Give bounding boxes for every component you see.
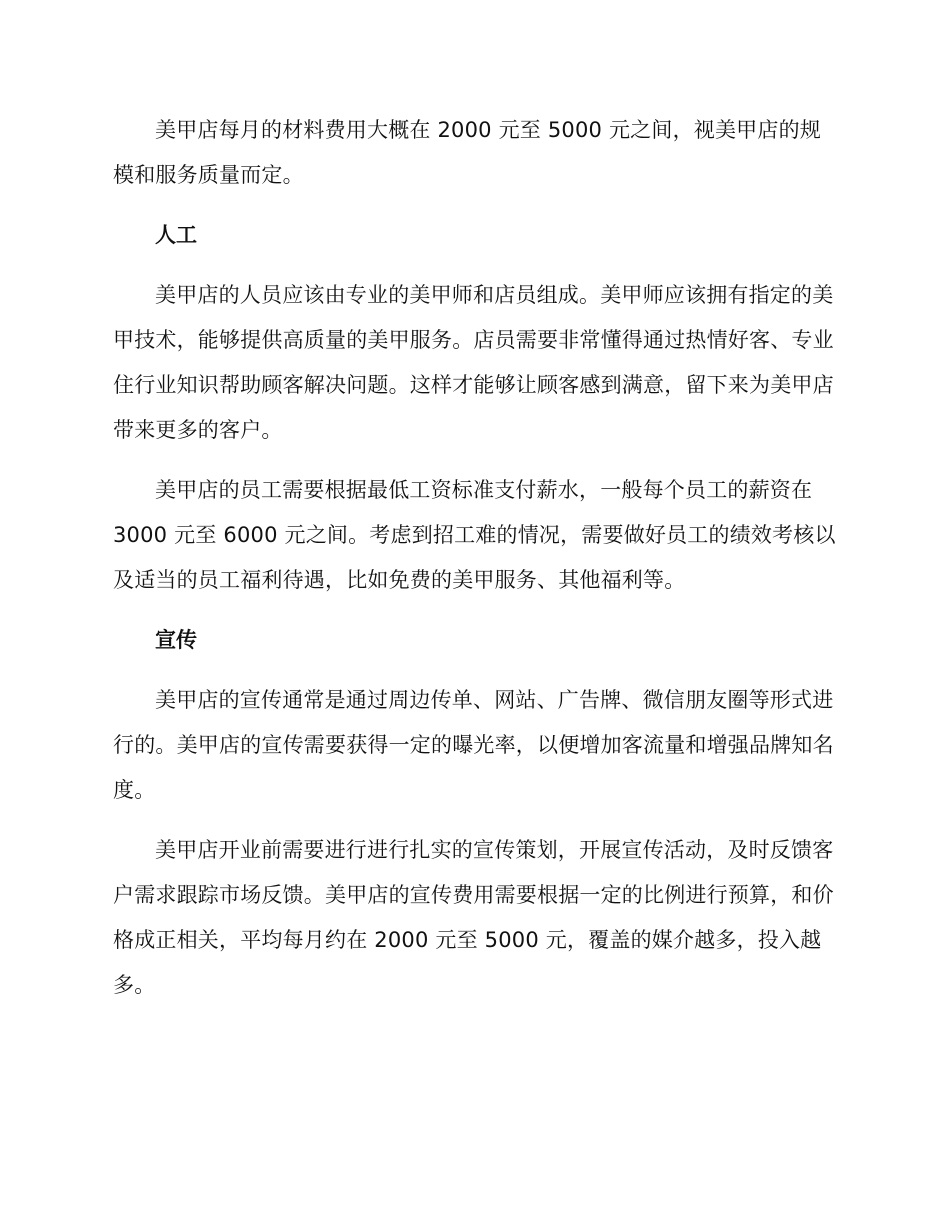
document-page: [113, 108, 837, 1023]
paragraph-promotion-budget: 美甲店开业前需要进行进行扎实的宣传策划，开展宣传活动，及时反馈客户需求跟踪市场反馈。美甲店的宣传费用需要根据一定的比例进行预算，和价格成正相关，平均每月约在 2000 元至 5000 元，覆盖的媒介越多，投入越多。: [113, 838, 834, 997]
section-heading-promotion: 宣传: [155, 628, 197, 652]
paragraph-material-cost: 美甲店每月的材料费用大概在 2000 元至 5000 元之间，视美甲店的规模和服务质量而定。: [113, 118, 821, 187]
section-heading-labor: 人工: [155, 223, 197, 247]
paragraph-staff-salary: 美甲店的员工需要根据最低工资标准支付薪水，一般每个员工的薪资在 3000 元至 6000 元之间。考虑到招工难的情况，需要做好员工的绩效考核以及适当的员工福利待遇，比如免费的美甲服务、其他福利等。: [113, 478, 836, 592]
paragraph-staff-composition: 美甲店的人员应该由专业的美甲师和店员组成。美甲师应该拥有指定的美甲技术，能够提供高质量的美甲服务。店员需要非常懂得通过热情好客、专业住行业知识帮助顾客解决问题。这样才能够让顾客感到满意，留下来为美甲店带来更多的客户。: [113, 283, 834, 442]
paragraph-promotion-channels: 美甲店的宣传通常是通过周边传单、网站、广告牌、微信朋友圈等形式进行的。美甲店的宣传需要获得一定的曝光率，以便增加客流量和增强品牌知名度。: [113, 688, 834, 802]
